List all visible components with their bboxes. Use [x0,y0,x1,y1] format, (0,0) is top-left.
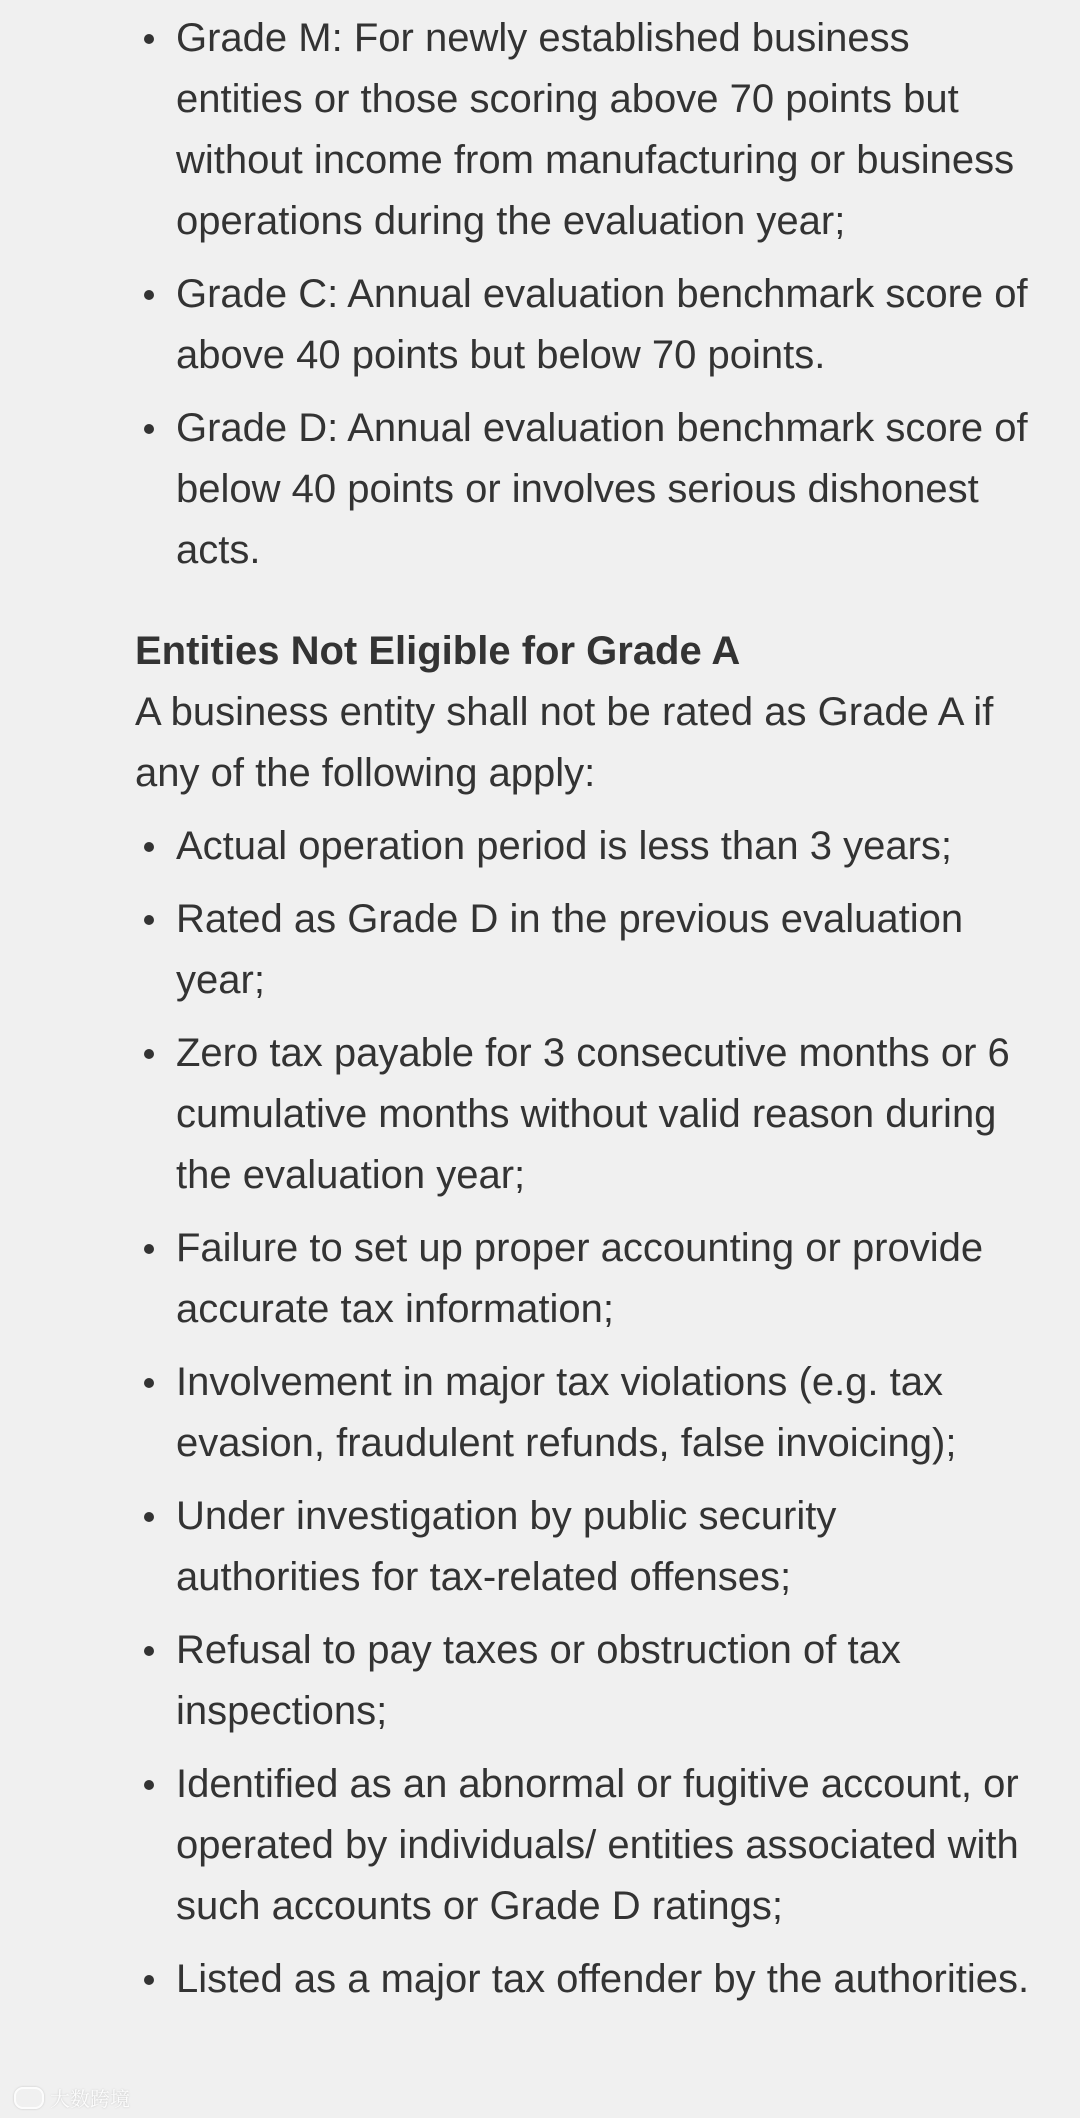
watermark-logo-icon [14,2087,44,2109]
grades-list [135,0,1030,581]
list-item: Zero tax payable for 3 consecutive months or 6 cumulative months without valid reason during the evaluation year; [135,1023,1030,1206]
watermark-text: 大数跨境 [50,2089,130,2111]
list-item: Refusal to pay taxes or obstruction of tax inspections; [135,1620,1030,1742]
list-item: Grade C: Annual evaluation benchmark score of above 40 points but below 70 points. [135,264,1030,386]
list-item: Involvement in major tax violations (e.g. tax evasion, fraudulent refunds, false invoicing); [135,1352,1030,1474]
list-item: Actual operation period is less than 3 years; [135,816,1030,877]
watermark [14,2083,130,2112]
not-eligible-list [135,816,1030,2010]
list-item: Grade D: Annual evaluation benchmark score of below 40 points or involves serious dishonest acts. [135,398,1030,581]
article-content [135,0,1030,2022]
list-item: Grade M: For newly established business entities or those scoring above 70 points but without income from manufacturing or business operations during the evaluation year; [135,8,1030,252]
section-heading: Entities Not Eligible for Grade A [135,629,741,673]
list-item: Identified as an abnormal or fugitive account, or operated by individuals/ entities associated with such accounts or Grade D ratings; [135,1754,1030,1937]
list-item: Under investigation by public security authorities for tax-related offenses; [135,1486,1030,1608]
list-item: Failure to set up proper accounting or provide accurate tax information; [135,1218,1030,1340]
section-intro: A business entity shall not be rated as Grade A if any of the following apply: [135,690,994,795]
list-item: Rated as Grade D in the previous evaluation year; [135,889,1030,1011]
list-item: Listed as a major tax offender by the authorities. [135,1949,1030,2010]
